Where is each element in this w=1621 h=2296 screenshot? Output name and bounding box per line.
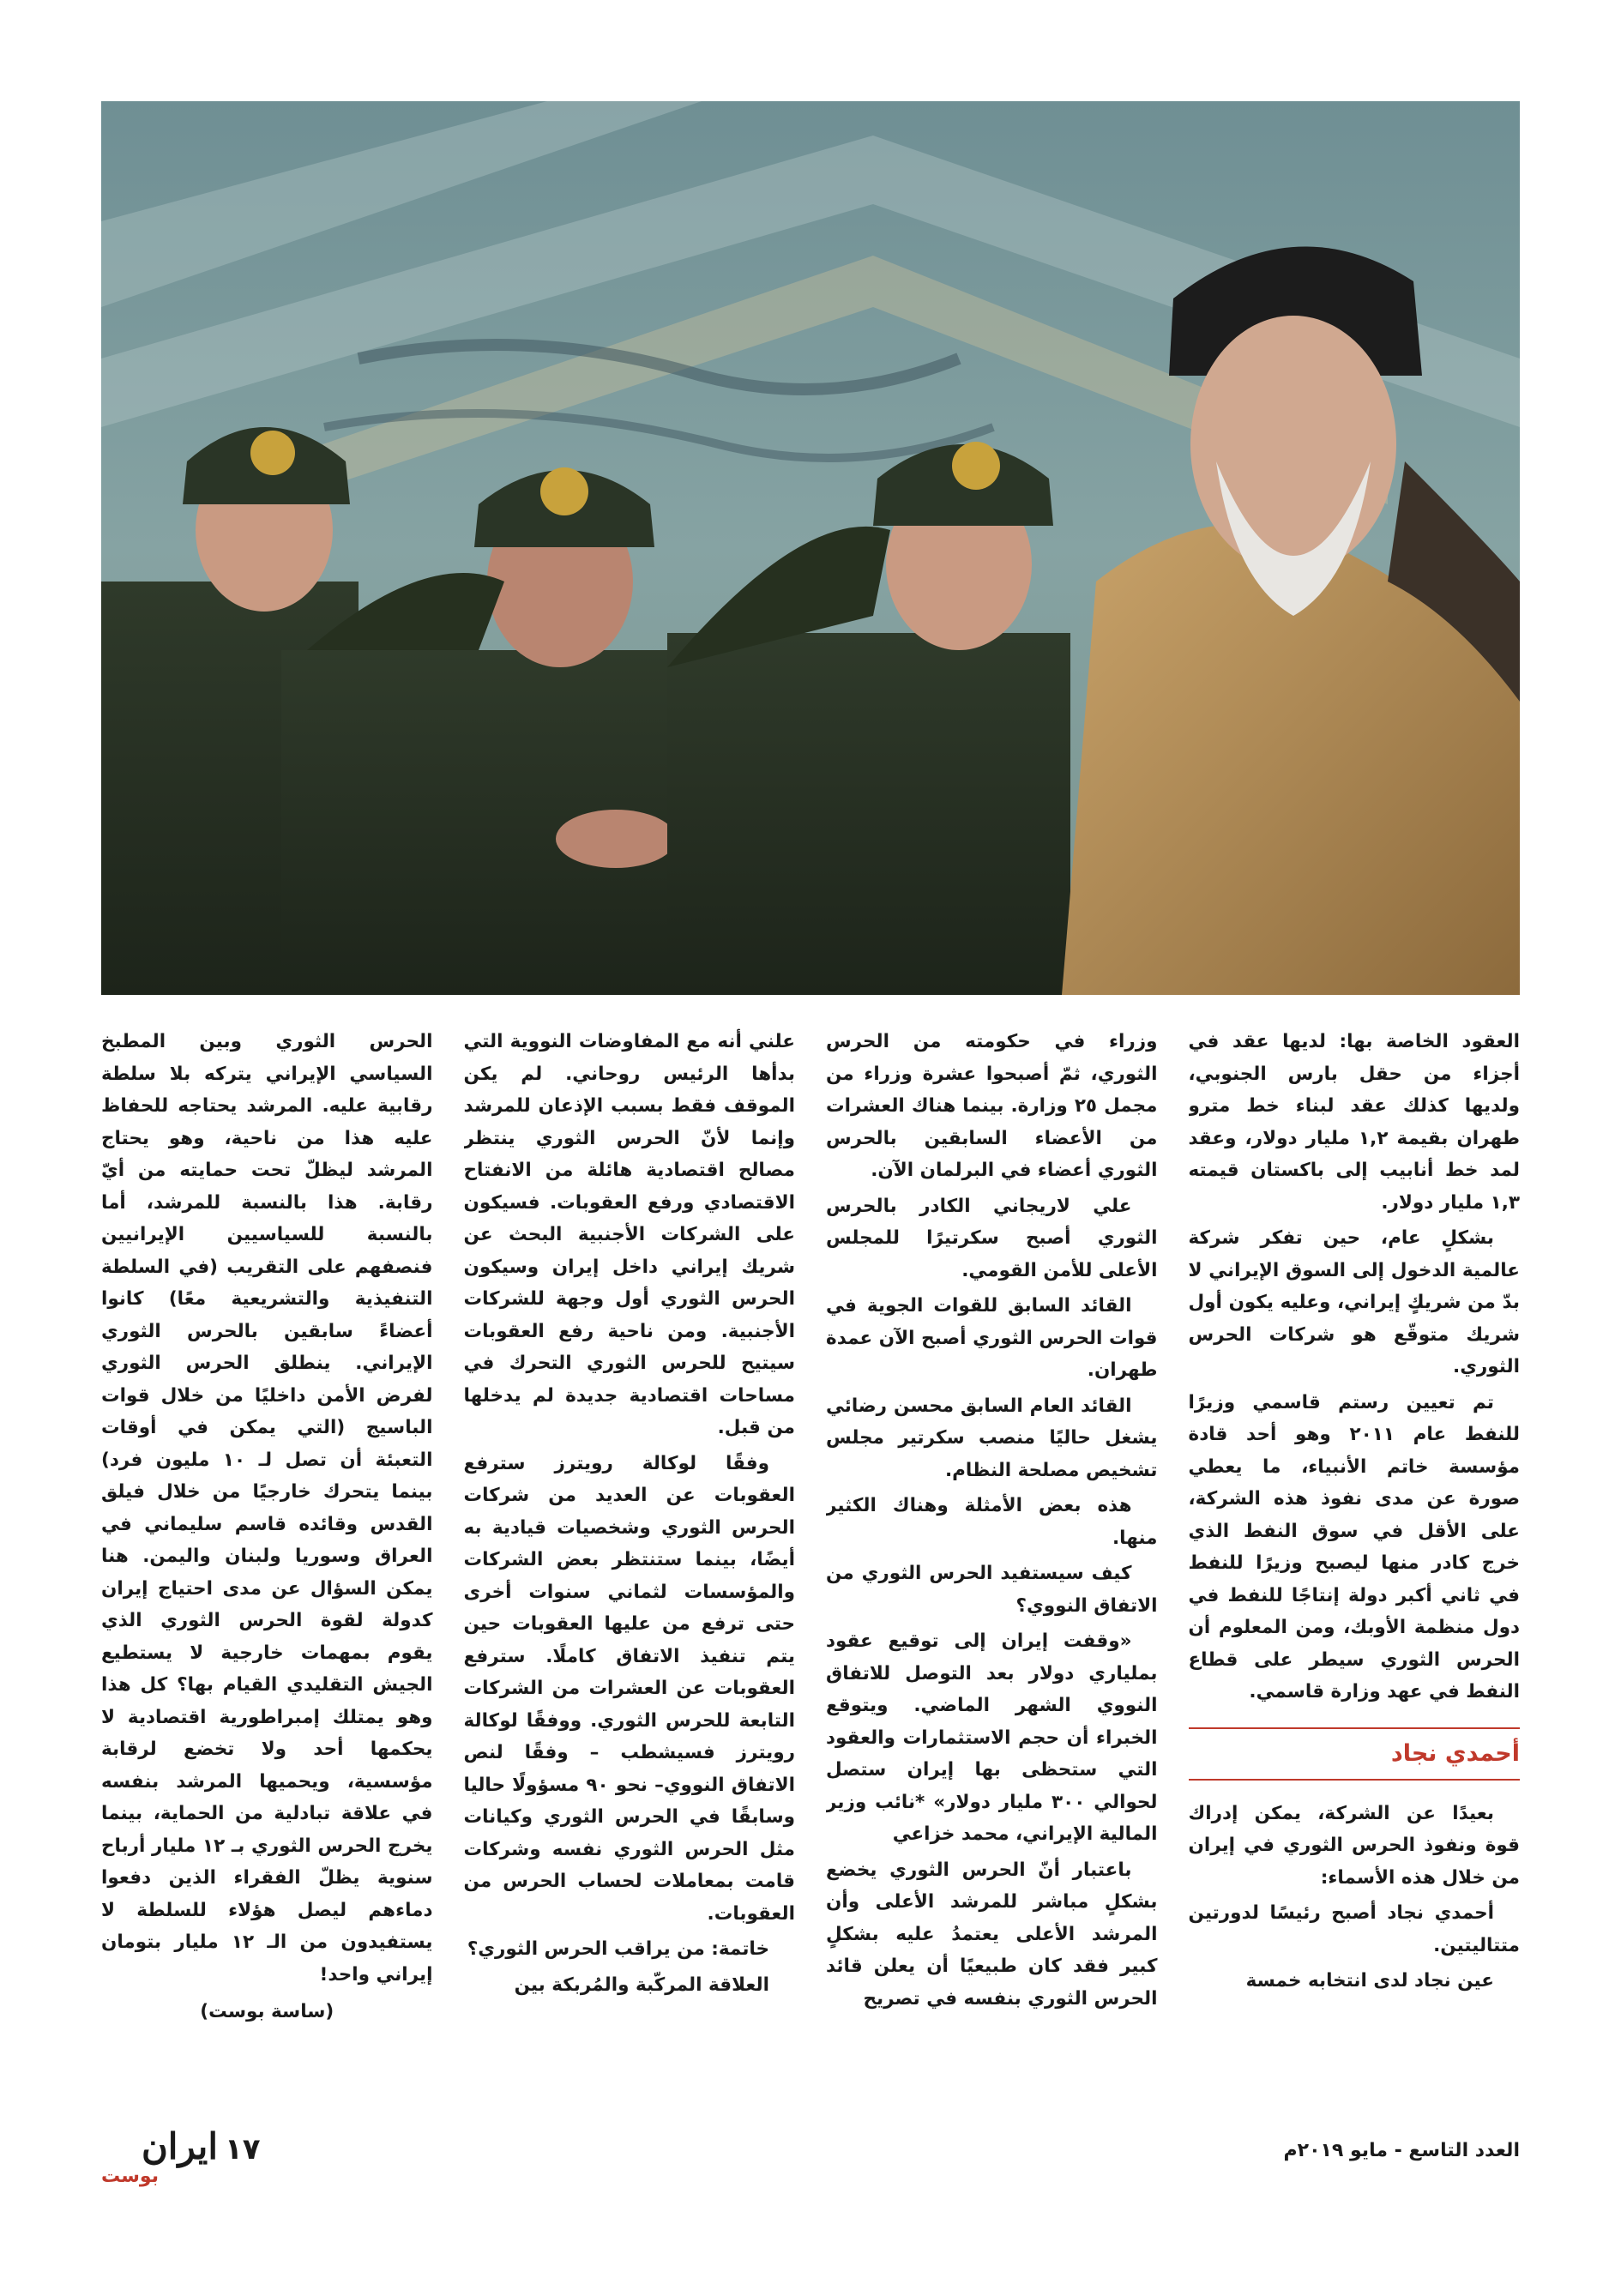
- page-number: ١٧: [225, 2132, 261, 2166]
- col2-paragraph-5: هذه بعض الأمثلة وهناك الكثير منها.: [826, 1495, 1158, 1549]
- col3-paragraph-4: العلاقة المركّبة والمُربكة بين: [514, 1974, 769, 1996]
- col2-paragraph-1: وزراء في حكومته من الحرس الثوري، ثمّ أصبحوا عشرة وزراء من مجمل ٢٥ وزارة. بينما هناك العشرات من الأعضاء السابقين بالحرس الثوري أعضاء في البرلمان الآن.: [826, 1031, 1158, 1181]
- source-credit: (ساسة بوست): [200, 2001, 334, 2022]
- col2-paragraph-8: باعتبار أنّ الحرس الثوري يخضع بشكلٍ مباشر للمرشد الأعلى وأن المرشد الأعلى يعتمدُ عليه بشكلٍ كبير فقد كان طبيعيًا أن يعلن قائد الحرس الثوري بنفسه في تصريح: [826, 1859, 1158, 2010]
- cover-photo: [101, 101, 1520, 995]
- photo-illustration: [101, 101, 1520, 995]
- column-2: [826, 1026, 1158, 2124]
- logo-sub-text: بوست: [101, 2166, 159, 2187]
- col2-paragraph-3: القائد السابق للقوات الجوية في قوات الحرس الثوري أصبح الآن عمدة طهران.: [826, 1295, 1158, 1381]
- col3-paragraph-2: وفقًا لوكالة رويترز سترفع العقوبات عن العديد من شركات الحرس الثوري وشخصيات قيادية به أيضًا، بينما ستنتظر بعض الشركات والمؤسسات لثماني سنوات أخرى حتى ترفع من عليها العقوبات حين يتم تنفيذ الاتفاق كاملًا. سترفع العقوبات عن العشرات من الشركات التابعة للحرس الثوري. ووفقًا لوكالة رويترز فسيشطب – وفقًا لنص الاتفاق النووي– نحو ٩٠ مسؤولًا حاليا وسابقًا في الحرس الثوري وكيانات مثل الحرس الثوري نفسه وشركات قامت بمعاملات لحساب الحرس من العقوبات.: [463, 1452, 795, 1925]
- col3-subheading: خاتمة: من يراقب الحرس الثوري؟: [467, 1938, 769, 1960]
- col2-paragraph-2: علي لاريجاني الكادر بالحرس الثوري أصبح سكرتيرًا للمجلس الأعلى للأمن القومي.: [826, 1195, 1158, 1281]
- col1-paragraph-2: بشكلٍ عام، حين تفكر شركة عالمية الدخول إلى السوق الإيراني لا بدّ من شريكٍ إيراني، وعليه يكون أول شريك متوقّع هو شركات الحرس الثوري.: [1188, 1227, 1520, 1377]
- article-columns: [101, 1026, 1520, 2124]
- col2-quote: «وقفت إيران إلى توقيع عقود بملياري دولار بعد التوصل للاتفاق النووي الشهر الماضي. ويتوقع الخبراء أن حجم الاستثمارات والعقود التي ستحظى بها إيران ستصل لحوالي ٣٠٠ مليار دولار» *نائب وزير المالية الإيراني، محمد خزاعي: [826, 1630, 1158, 1845]
- col1-paragraph-1: العقود الخاصة بها: لديها عقد في أجزاء من حقل بارس الجنوبي، ولديها كذلك عقد لبناء خط مترو طهران بقيمة ١,٢ مليار دولار، وعقد لمد خط أنابيب إلى باكستان قيمته ١,٣ مليار دولار.: [1188, 1031, 1520, 1214]
- col2-paragraph-6: كيف سيستفيد الحرس الثوري من الاتفاق النووي؟: [826, 1563, 1158, 1617]
- section-heading: أحمدي نجاد: [1189, 1727, 1521, 1781]
- col2-paragraph-4: القائد العام السابق محسن رضائي يشغل حاليًا منصب سكرتير مجلس تشخيص مصلحة النظام.: [826, 1395, 1158, 1481]
- col1-paragraph-3: تم تعيين رستم قاسمي وزيرًا للنفط عام ٢٠١١ وهو أحد قادة مؤسسة خاتم الأنبياء، ما يعطي صورة عن مدى نفوذ هذه الشركة، على الأقل في سوق النفط الذي خرج كادر منها ليصبح وزيرًا للنفط في ثاني أكبر دولة إنتاجًا للنفط في دول منظمة الأوبك، ومن المعلوم أن الحرس الثوري سيطر على قطاع النفط في عهد وزارة قاسمي.: [1188, 1391, 1520, 1702]
- col4-paragraph-1: الحرس الثوري وبين المطبخ السياسي الإيراني يتركه بلا سلطة رقابية عليه. المرشد يحتاجه للحفاظ عليه هذا من ناحية، وهو يحتاج المرشد ليظلّ تحت حمايته من أيّ رقابة. هذا بالنسبة للمرشد، أما بالنسبة للسياسيين الإيرانيين فنصفهم على التقريب (في السلطة التنفيذية والتشريعية معًا) كانوا أعضاءً سابقين بالحرس الثوري الإيراني. ينطلق الحرس الثوري لفرض الأمن داخليًا من خلال قوات الباسيج (التي يمكن في أوقات التعبئة أن تصل لـ ١٠ مليون فرد) بينما يتحرك خارجيًا من خلال فيلق القدس وقائده قاسم سليماني في العراق وسوريا ولبنان واليمن. هنا يمكن السؤال عن مدى احتياج إيران كدولة لقوة الحرس الثوري الذي يقوم بمهمات خارجية لا يستطيع الجيش التقليدي القيام بها؟ كل هذا وهو يمتلك إمبراطورية اقتصادية لا يحكمها أحد ولا تخضع لرقابة مؤسسية، ويحميها المرشد بنفسه في علاقة تبادلية من الحماية، بينما يخرج الحرس الثوري بـ ١٢ مليار أرباح سنوية يظلّ الفقراء الذين دفعوا دماءهم ليصل هؤلاء للسلطة لا يستفيدون من الـ ١٢ مليار بتومان إيراني واحد!: [101, 1031, 433, 1986]
- issue-date: العدد التاسع - مايو ٢٠١٩م: [1283, 2140, 1520, 2161]
- col1-paragraph-5: أحمدي نجاد أصبح رئيسًا لدورتين متتاليتين.: [1188, 1902, 1520, 1956]
- logo-main-text: ايران: [141, 2125, 218, 2167]
- column-1: [1189, 1026, 1521, 2124]
- column-4: [101, 1026, 433, 2124]
- col1-paragraph-4: بعيدًا عن الشركة، يمكن إدراك قوة ونفوذ الحرس الثوري في إيران من خلال هذه الأسماء:: [1188, 1802, 1520, 1889]
- col1-paragraph-6: عين نجاد لدى انتخابه خمسة: [1245, 1970, 1494, 1992]
- column-3: [464, 1026, 796, 2124]
- magazine-logo: [101, 2125, 218, 2187]
- col3-paragraph-1: علني أنه مع المفاوضات النووية التي بدأها الرئيس روحاني. لم يكن الموقف فقط بسبب الإذعان للمرشد وإنما لأنّ الحرس الثوري ينتظر مصالح اقتصادية هائلة من الانفتاح الاقتصادي ورفع العقوبات. فسيكون على الشركات الأجنبية البحث عن شريك إيراني داخل إيران وسيكون الحرس الثوري أول وجهة للشركات الأجنبية. ومن ناحية رفع العقوبات سيتيح للحرس الثوري التحرك في مساحات اقتصادية جديدة لم يدخلها من قبل.: [463, 1031, 795, 1438]
